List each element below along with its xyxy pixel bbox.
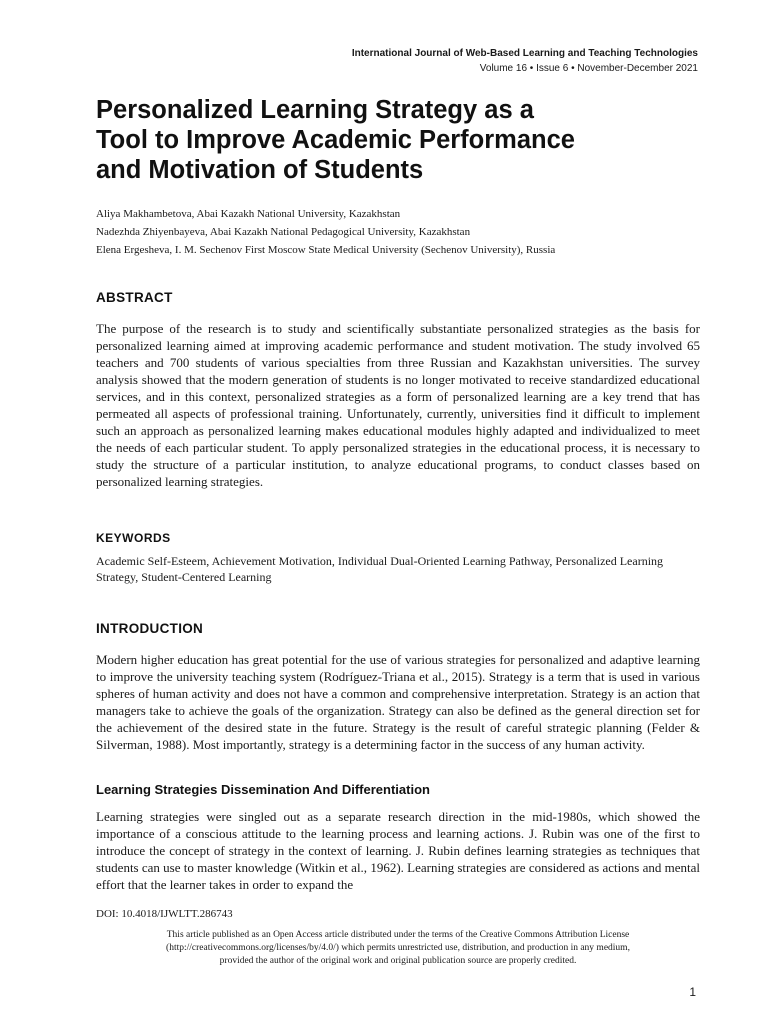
journal-header [352,46,698,76]
author-affiliation: Aliya Makhambetova, Abai Kazakh National University, Kazakhstan [96,208,401,220]
subsection-text: Learning strategies were singled out as a separate research direction in the mid-1980s, which showed the importance of a conscious attitude to the learning process and learning actions. J. Rubin was one of the first to introduce the concept of strategy in the context of learning. J. Rubin defines learning strategies as techniques that students can use to master knowledge (Witkin et al., 1962). Learning strategies are considered as actions and mental effort that the learner takes in order to expand the [96,809,700,892]
doi-label: DOI: 10.4018/IJWLTT.286743 [96,908,233,920]
license-line: provided the author of the original work and original publication source are properly credited. [219,956,577,966]
subsection-heading: Learning Strategies Dissemination And Differentiation [96,782,430,797]
author-list [96,205,716,259]
page-number: 1 [689,985,696,999]
author-affiliation: Nadezhda Zhiyenbayeva, Abai Kazakh National Pedagogical University, Kazakhstan [96,226,471,238]
introduction-text: Modern higher education has great potential for the use of various strategies for personalized and adaptive learning to improve the university teaching system (Rodríguez-Triana et al., 2015). Strategy is a term that is used in various spheres of human activity and does not have a common and comprehensive interpretation. Strategy is an action that managers take to achieve the goals of the organization. Strategy can also be defined as the general direction set for the achievement of the desired state in the future. Strategy is the result of careful strategic planning (Felder & Silverman, 1988). Most importantly, strategy is a determining factor in the success of any human activity. [96,652,700,752]
paper-title-line: Tool to Improve Academic Performance [96,126,575,154]
paper-title-line: and Motivation of Students [96,156,424,184]
journal-issue: Volume 16 • Issue 6 • November-December 2021 [479,63,698,74]
author-affiliation: Elena Ergesheva, I. M. Sechenov First Moscow State Medical University (Sechenov University), Russia [96,244,556,256]
license-line: This article published as an Open Access article distributed under the terms of the Creative Commons Attribution License [166,930,630,940]
keywords-text: Academic Self-Esteem, Achievement Motivation, Individual Dual-Oriented Learning Pathway, Personalized Learning Strategy, Student-Centered Learning [96,554,664,584]
journal-name: International Journal of Web-Based Learning and Teaching Technologies [351,48,698,59]
introduction-heading: INTRODUCTION [96,621,204,636]
license-notice [96,929,700,968]
paper-title-line: Personalized Learning Strategy as a [96,96,534,124]
abstract-heading: ABSTRACT [96,290,173,305]
license-line: (http://creativecommons.org/licenses/by/4.0/) which permits unrestricted use, distribution, and production in any medium, [166,943,630,953]
paper-title [96,95,696,185]
keywords-heading: KEYWORDS [96,531,171,545]
abstract-text: The purpose of the research is to study and scientifically substantiate personalized strategies as the basis for personalized learning aimed at improving academic performance and student motivation. The study involved 65 teachers and 700 students of various specialties from three Russian and Kazakhstan universities. The survey analysis showed that the modern generation of students is no longer motivated to receive standardized educational services, and in this context, personalized strategies as a form of personalized learning are a key trend that has permeated all aspects of professional training. Unfortunately, currently, universities find it difficult to implement such an approach as personalized learning makes educational modules highly adapted and individualized to meet the needs of each particular student. To apply personalized strategies in the educational process, it is necessary to study the structure of a particular institution, to analyze educational programs, to conduct classes based on personalized learning strategies. [96,321,700,489]
